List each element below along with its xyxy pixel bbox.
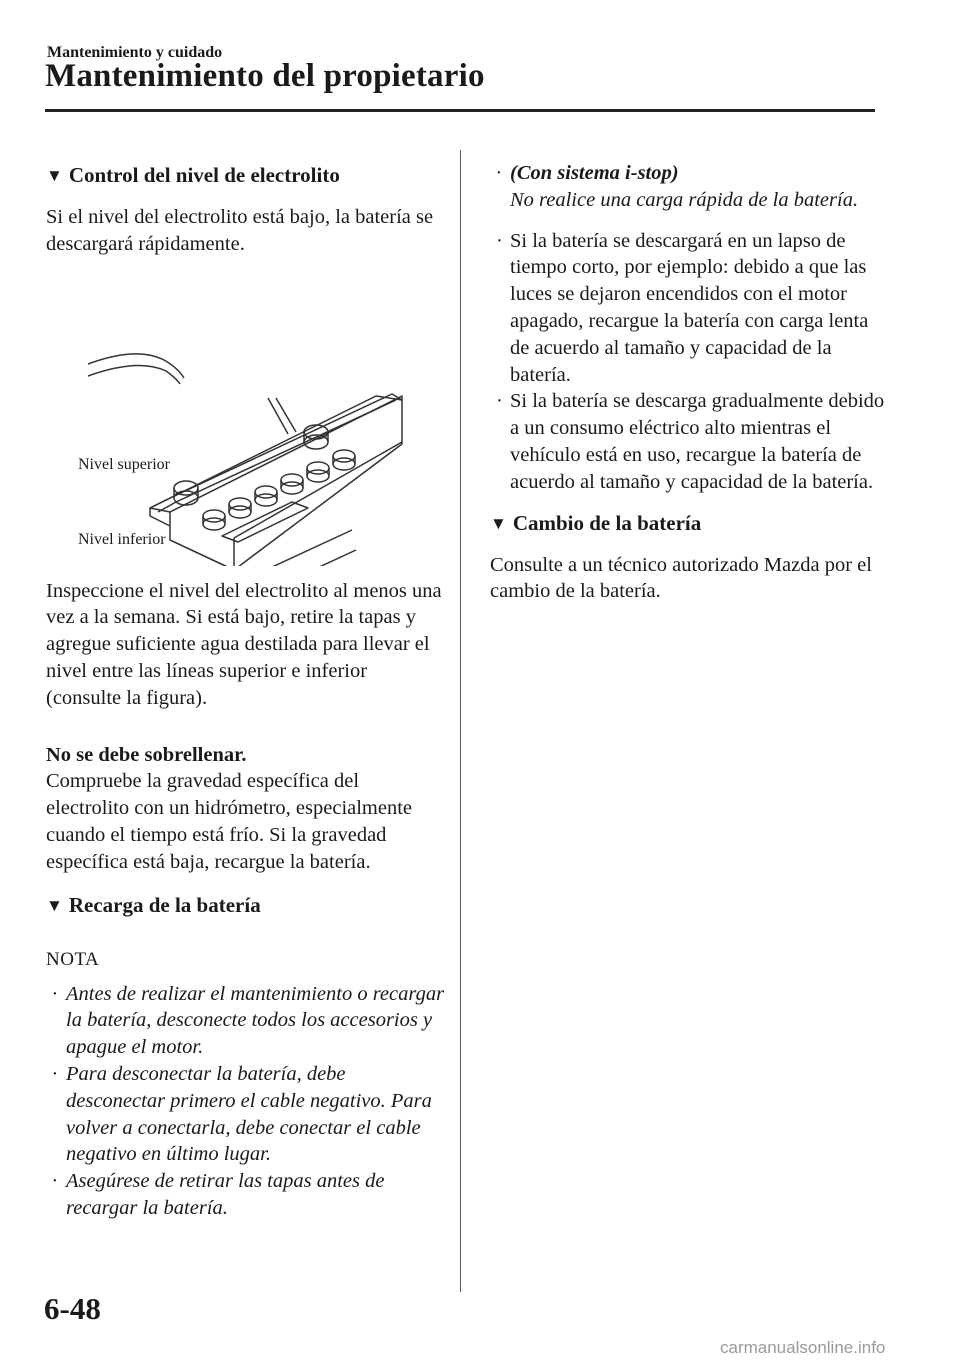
warning-text: Compruebe la gravedad específica del electrolito con un hidrómetro, especialmente cuando el tiempo está frío. Si la gravedad específica está baja, recargue la batería.	[46, 770, 413, 873]
left-column	[46, 160, 446, 1222]
list-item: · Asegúrese de retirar las tapas antes de recargar la batería.	[52, 1170, 385, 1219]
page-number: 6-48	[44, 1291, 101, 1326]
warning-heading: No se debe sobrellenar.	[46, 743, 247, 766]
istop-title: (Con sistema i-stop)	[510, 162, 679, 184]
triangle-icon: ▼	[46, 895, 63, 915]
nota-list	[46, 981, 446, 1222]
battery-figure	[46, 276, 446, 566]
label-upper-level: Nivel superior	[78, 456, 170, 473]
list-item: · (Con sistema i-stop) No realice una carga rápida de la batería.	[496, 162, 859, 211]
istop-list	[490, 160, 890, 214]
istop-text: No realice una carga rápida de la batería.	[510, 188, 859, 211]
list-item: · Para desconectar la batería, debe desconectar primero el cable negativo. Para volver a conectarla, debe conectar el cable negativo en último lugar.	[52, 1062, 432, 1166]
triangle-icon: ▼	[490, 513, 507, 533]
header-section-label: Mantenimiento y cuidado	[47, 44, 223, 61]
section-heading-change: ▼ Cambio de la batería	[490, 508, 890, 540]
section-heading-recharge: ▼ Recarga de la batería	[46, 890, 446, 922]
battery-illustration	[46, 276, 446, 566]
label-lower-level: Nivel inferior	[78, 531, 166, 548]
intro-text: Si el nivel del electrolito está bajo, la batería se descargará rápidamente.	[46, 206, 434, 255]
inspect-text: Inspeccione el nivel del electrolito al menos una vez a la semana. Si está bajo, retire la tapas y agregue suficiente agua destilada para llevar el nivel entre las líneas superior e inferior (consulte la figura).	[46, 579, 442, 709]
nota-label: NOTA	[46, 948, 100, 970]
triangle-icon: ▼	[46, 166, 63, 185]
list-item: · Si la batería se descarga gradualmente debido a un consumo eléctrico alto mientras el vehículo está en uso, recargue la batería de acuerdo al tamaño y capacidad de la batería.	[496, 390, 885, 493]
header-divider	[45, 109, 875, 112]
list-item: · Antes de realizar el mantenimiento o recargar la batería, desconecte todos los accesorios y apague el motor.	[52, 982, 445, 1059]
recharge-list	[490, 228, 890, 496]
list-item: · Si la batería se descargará en un lapso de tiempo corto, por ejemplo: debido a que las luces se dejaron encendidos con el motor apagado, recargue la batería con carga lenta de acuerdo al tamaño y capacidad de la batería.	[496, 229, 869, 386]
page-title: Mantenimiento del propietario	[45, 58, 485, 94]
section-heading-electrolyte: ▼ Control del nivel de electrolito	[46, 160, 446, 192]
watermark: carmanualsonline.info	[720, 1338, 886, 1357]
column-divider	[460, 150, 461, 1292]
change-text: Consulte a un técnico autorizado Mazda por el cambio de la batería.	[490, 553, 872, 603]
right-column	[490, 160, 890, 605]
